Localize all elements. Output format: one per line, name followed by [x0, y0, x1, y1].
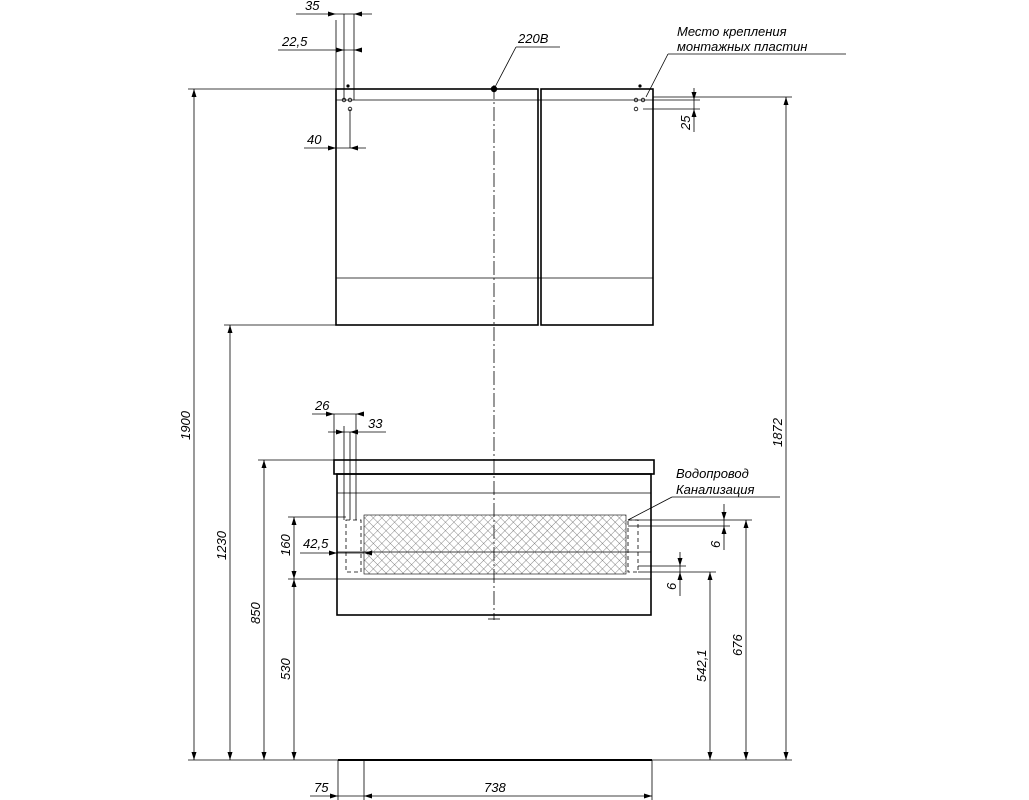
dim-530: 530 [278, 658, 293, 680]
upper-cabinet-left-door [336, 89, 538, 325]
upper-cabinet-right-door [541, 89, 653, 325]
dim-6-lower: 6 [664, 582, 679, 590]
dim-42-5: 42,5 [303, 536, 329, 551]
dim-850: 850 [248, 602, 263, 624]
dim-160: 160 [278, 534, 293, 556]
dim-25: 25 [678, 115, 693, 130]
plumbing-zone-left-edge [346, 520, 361, 572]
plumbing-zone-hatch [364, 515, 626, 574]
mount-point [638, 84, 641, 87]
upper-cabinet [336, 84, 653, 325]
mount-point [346, 84, 349, 87]
dim-1230: 1230 [214, 531, 229, 560]
leader-plumbing [628, 497, 672, 520]
dim-35: 35 [305, 0, 320, 13]
plumbing-zone-right-edge [628, 520, 638, 572]
dim-6-upper: 6 [708, 540, 723, 548]
dim-676: 676 [730, 634, 745, 656]
label-sewer: Канализация [676, 482, 755, 497]
leader-power [494, 47, 516, 89]
annotation-labels [517, 24, 807, 497]
dim-738: 738 [484, 780, 506, 795]
dim-40: 40 [307, 132, 322, 147]
dim-33: 33 [368, 416, 383, 431]
leader-mount [646, 54, 668, 97]
label-water-supply: Водопровод [676, 466, 749, 481]
dim-1900: 1900 [178, 411, 193, 440]
dim-26: 26 [315, 398, 330, 413]
mount-point [634, 107, 638, 111]
label-power: 220В [518, 31, 549, 46]
dim-22-5: 22,5 [282, 34, 308, 49]
dim-1872: 1872 [770, 418, 785, 447]
label-mount-line2: монтажных пластин [677, 39, 808, 54]
label-mount-line1: Место крепления [677, 24, 787, 39]
dim-75: 75 [314, 780, 329, 795]
dim-542-1: 542,1 [694, 649, 709, 682]
dimension-lines [188, 14, 846, 800]
